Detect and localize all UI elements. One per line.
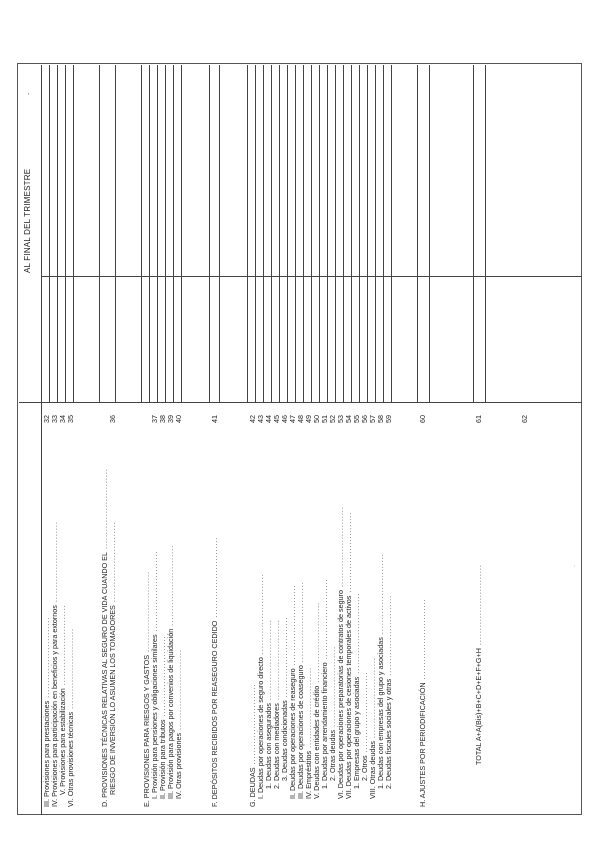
row-number: 51 (320, 415, 329, 423)
row-label-text: 1. Deudas con empresas del grupo y asociadas (376, 637, 385, 789)
value-box-rule (375, 65, 376, 403)
row-label-text: I. Provisión para pensiones y obligaciones similares (150, 634, 159, 799)
row-label-text: I. Deudas por operaciones de seguro directo (256, 657, 265, 799)
leader-dots: ........................... (296, 581, 305, 666)
row-number: 55 (352, 415, 361, 423)
value-box-rule (383, 65, 384, 403)
row-label-text: II. Provisión para tributos (158, 719, 167, 799)
leader-dots: ........................... (42, 616, 51, 701)
leader-dots: ........................... (312, 601, 321, 686)
row-number: 43 (256, 415, 265, 423)
row-label-text: TOTAL A+A(Bis)+B+C+D+E+F+G+H (474, 648, 483, 765)
value-box-rule (391, 65, 392, 403)
row-label-text: 3. Deudas condicionadas (280, 700, 289, 781)
value-box-rule (327, 65, 328, 403)
row-label-text: RIESGO DE INVERSIÓN LO ASUMEN LOS TOMADORES (108, 605, 117, 795)
value-box-rule (359, 65, 360, 403)
row-label-text: D. PROVISIONES TÉCNICAS RELATIVAS AL SEGURO DE VIDA CUANDO EL (100, 552, 109, 807)
value-box-rule (65, 65, 66, 403)
value-box-rule (295, 65, 296, 403)
row-label (419, 598, 427, 807)
value-box-rule (181, 65, 182, 403)
leader-dots: ........................... (352, 592, 361, 677)
leader-dots: ........................... (344, 511, 353, 596)
row-label-text: VII. Deudas por operaciones de cesiones temporales de activos (344, 595, 353, 799)
value-box-rule (247, 65, 248, 403)
corner-mark: . (22, 92, 31, 95)
value-box-rule (319, 65, 320, 403)
row-label (475, 564, 483, 765)
row-label (385, 595, 393, 789)
leader-dots: ........................... (210, 536, 219, 621)
value-box-rule (485, 65, 486, 403)
row-number: 41 (210, 415, 219, 423)
row-number: 52 (328, 415, 337, 423)
value-box-rule (41, 65, 42, 403)
leader-dots: ........................... (100, 468, 109, 553)
value-box-rule (157, 65, 158, 403)
row-label-text: 2. Otros (360, 755, 369, 781)
value-box-rule (73, 65, 74, 403)
row-number: 58 (376, 415, 385, 423)
leader-dots: ........................... (166, 544, 175, 629)
value-box-rule (279, 65, 280, 403)
value-box-rule (263, 65, 264, 403)
row-number: 56 (360, 415, 369, 423)
leader-dots: ........................... (384, 594, 393, 679)
row-number: 59 (384, 415, 393, 423)
row-number: 60 (418, 415, 427, 423)
value-box-rule (49, 65, 50, 403)
value-box-rule (417, 65, 418, 403)
leader-dots: ........................... (280, 616, 289, 701)
row-label-text: V. Deudas con entidades de crédito (312, 685, 321, 799)
value-box-rule (141, 65, 142, 403)
row-number: 40 (174, 415, 183, 423)
row-label-text: IV. Empréstitos (304, 750, 313, 799)
row-number: 44 (264, 415, 273, 423)
value-box-rule (165, 65, 166, 403)
leader-dots: ........................... (158, 635, 167, 720)
leader-dots: ........................... (304, 667, 313, 751)
leader-dots: ........................... (376, 553, 385, 638)
leader-dots: ........................... (150, 550, 159, 635)
row-label (175, 649, 183, 799)
rotated-table (19, 65, 585, 815)
row-number: 53 (336, 415, 345, 423)
row-number: 61 (474, 415, 483, 423)
leader-dots: ........................... (66, 628, 75, 712)
row-label-text: F. DEPÓSITOS RECIBIDOS POR REASEGURO CEDIDO (210, 620, 219, 807)
leader-dots: ........................... (320, 578, 329, 663)
value-box-rule (303, 65, 304, 403)
row-number: 36 (108, 415, 117, 423)
leader-dots: ........................... (418, 598, 427, 683)
value-box-rule (57, 65, 58, 403)
row-label-text: IV. Otras provisiones (174, 732, 183, 799)
leader-dots: ........................... (108, 521, 117, 606)
column-title: AL FINAL DEL TRIMESTRE (23, 168, 32, 273)
row-label-text: III. Provisión para pagos por convenios de liquidación (166, 628, 175, 799)
form-frame (17, 63, 585, 815)
row-number: 32 (42, 415, 51, 423)
leader-dots: ........................... (174, 649, 183, 733)
leader-dots: ........................... (248, 683, 257, 768)
row-label-text: 1. Empresas del grupo y asociadas (352, 676, 361, 789)
row-number: 48 (296, 415, 305, 423)
value-box-rule (473, 65, 474, 403)
row-label-text: VIII. Otras deudas (368, 741, 377, 799)
row-number: 33 (50, 415, 59, 423)
row-label-text: VI. Deudas por operaciones preparatorias de contratos de seguro (336, 590, 345, 799)
stray-mark: · (572, 565, 578, 567)
leader-dots: ........................... (368, 657, 377, 742)
row-label-text: 1. Deudas con asegurados (264, 703, 273, 789)
row-label (211, 537, 219, 807)
row-label-text: G. DEUDAS (248, 767, 257, 807)
leader-dots: ........................... (256, 573, 265, 658)
row-label (67, 628, 75, 807)
row-labels (19, 403, 582, 815)
value-box-rule (335, 65, 336, 403)
value-box-rule (311, 65, 312, 403)
value-box-rule (149, 65, 150, 403)
row-number: 49 (304, 415, 313, 423)
value-box-rule (209, 65, 210, 403)
row-number: 54 (344, 415, 353, 423)
row-label-text: 2. Deudas con mediadores (272, 703, 281, 789)
row-number: 35 (66, 415, 75, 423)
value-box-rule (219, 65, 220, 403)
row-number: 39 (166, 415, 175, 423)
row-number: 34 (58, 415, 67, 423)
leader-dots: ........................... (58, 604, 67, 689)
leader-dots: ........................... (328, 645, 337, 730)
leader-dots: ........................... (288, 584, 297, 669)
value-box-rule (115, 65, 116, 403)
row-label-text: VI. Otras provisiones técnicas (66, 711, 75, 807)
leader-dots: ........................... (142, 571, 151, 655)
row-label-text: 1. Deudas por arrendamiento financiero (320, 662, 329, 789)
row-label-text: H. AJUSTES POR PERIODIFICACIÓN (418, 682, 427, 807)
row-label-text: V. Provisiones para estabilización (58, 688, 67, 795)
row-label-text: III. Provisiones para prestaciones (42, 700, 51, 807)
row-label-text: III. Deudas por operaciones de coaseguro (296, 665, 305, 799)
row-number: 47 (288, 415, 297, 423)
row-number: 57 (368, 415, 377, 423)
leader-dots: ........................... (272, 619, 281, 704)
row-number: 46 (280, 415, 289, 423)
leader-dots: ........................... (474, 564, 483, 649)
value-box-rule (429, 65, 430, 403)
value-box-rule (287, 65, 288, 403)
value-box-rule (99, 65, 100, 403)
row-number: 62 (520, 415, 529, 423)
row-number: 37 (150, 415, 159, 423)
leader-dots: ........................... (360, 671, 369, 756)
row-number: 42 (248, 415, 257, 423)
row-number: 50 (312, 415, 321, 423)
leader-dots: ........................... (264, 619, 273, 704)
value-box-rule (351, 65, 352, 403)
leader-dots: ........................... (336, 506, 345, 591)
row-label-text: 2. Otras deudas (328, 729, 337, 781)
row-number: 38 (158, 415, 167, 423)
leader-dots: ........................... (50, 521, 59, 606)
row-label-text: 2. Deudas fiscales sociales y otras (384, 678, 393, 789)
value-box-rule (343, 65, 344, 403)
row-label-text: E. PROVISIONES PARA RIESGOS Y GASTOS (142, 654, 151, 807)
stray-mark: · (579, 783, 585, 785)
row-label-text: II. Deudas por operaciones de reaseguro (288, 668, 297, 799)
row-number: 45 (272, 415, 281, 423)
value-box-rule (173, 65, 174, 403)
value-box-rule (271, 65, 272, 403)
value-box-rule (255, 65, 256, 403)
row-label-text: IV. Provisiones para participación en beneficios y para extornos (50, 605, 59, 807)
row-label (109, 521, 117, 795)
value-box-rule (367, 65, 368, 403)
